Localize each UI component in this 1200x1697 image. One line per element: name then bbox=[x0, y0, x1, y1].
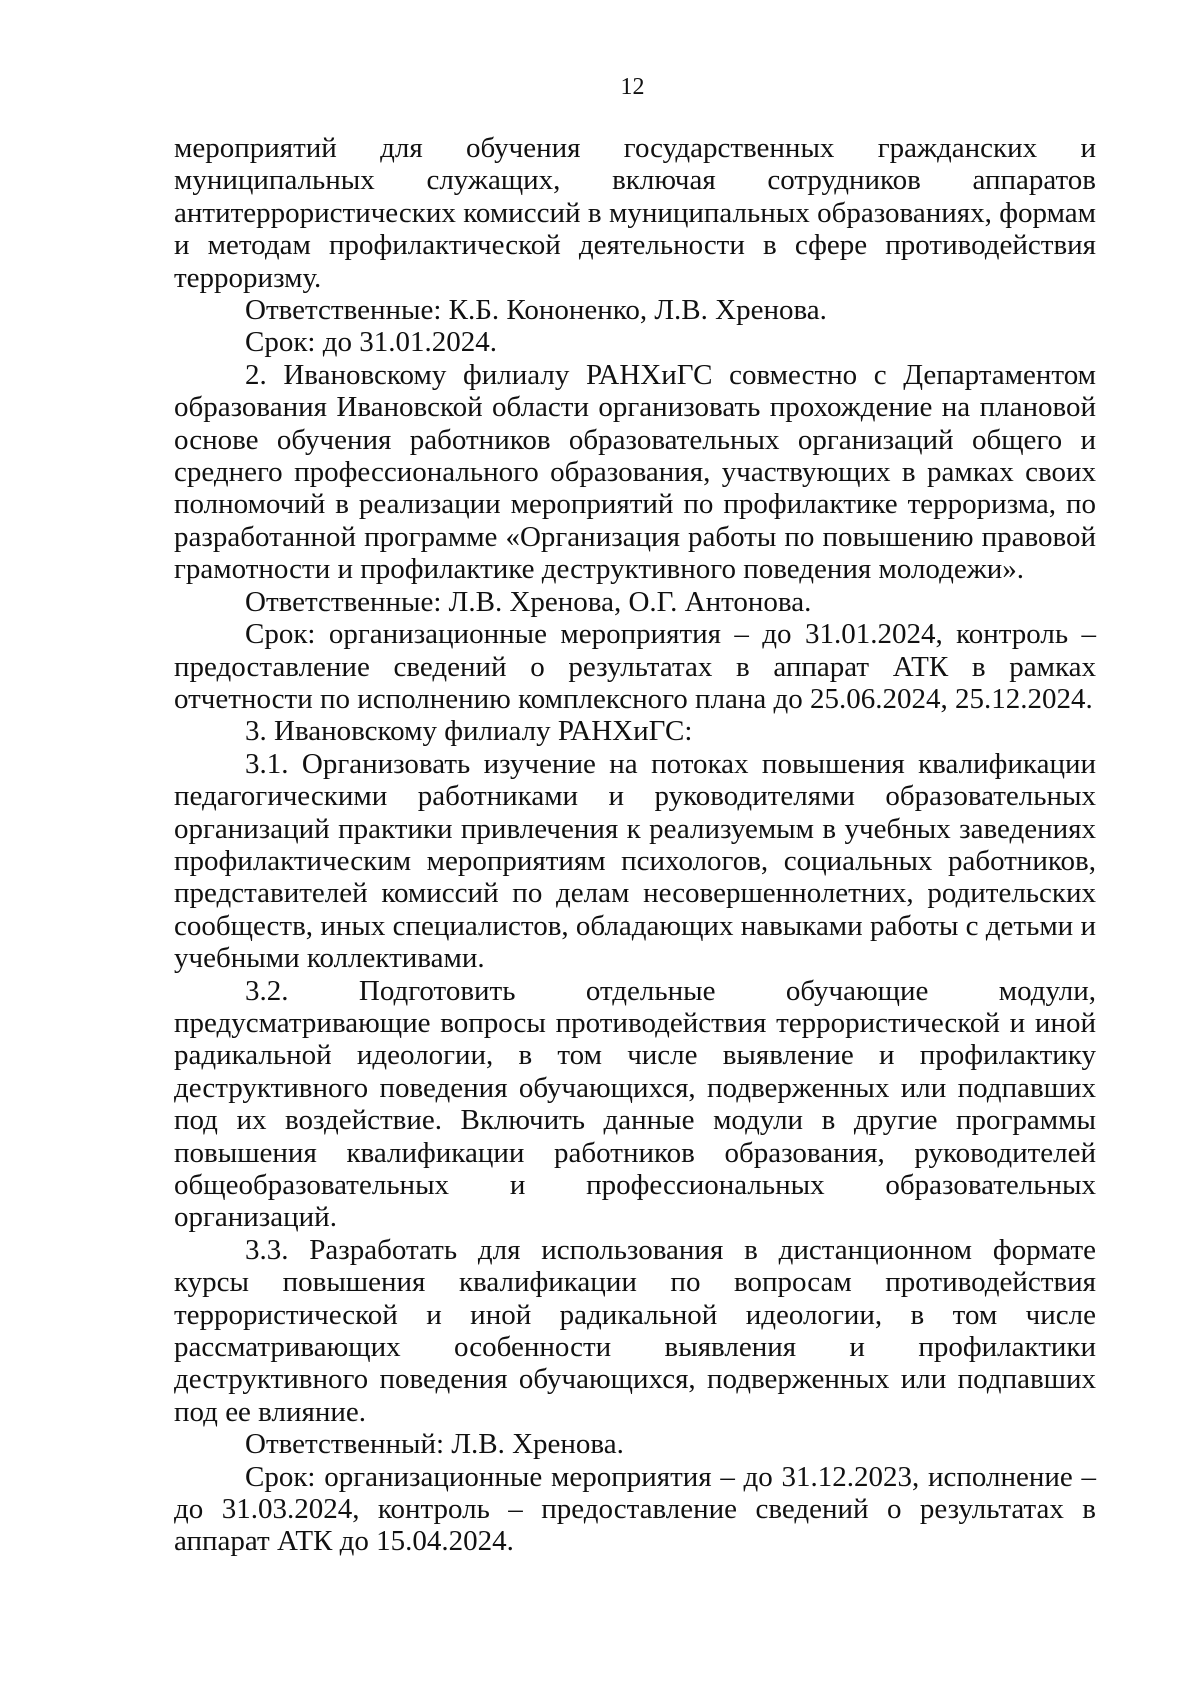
paragraph-responsible-1: Ответственные: К.Б. Кононенко, Л.В. Хренова. bbox=[245, 294, 827, 327]
paragraph-responsible-3: Ответственный: Л.В. Хренова. bbox=[245, 1428, 624, 1461]
document-body bbox=[174, 132, 1096, 1558]
paragraph-responsible-2: Ответственные: Л.В. Хренова, О.Г. Антонова. bbox=[245, 585, 812, 618]
paragraph-item-3-3: 3.3. Разработать для использования в дистанционном формате курсы повышения квалификации по вопросам противодействия террористической и иной радикальной идеологии, в том числе рассматривающих особенности выявления и профилактики деструктивного поведения обучающихся, подверженных или подпавших под ее влияние. bbox=[174, 1233, 1096, 1428]
paragraph-deadline-1: Срок: до 31.01.2024. bbox=[245, 326, 497, 359]
paragraph-item-2: 2. Ивановскому филиалу РАНХиГС совместно с Департаментом образования Ивановской области организовать прохождение на плановой основе обучения работников образовательных организаций общего и среднего профессионального образования, участвующих в рамках своих полномочий в реализации мероприятий по профилактике терроризма, по разработанной программе «Организация работы по повышению правовой грамотности и профилактике деструктивного поведения молодежи». bbox=[174, 358, 1096, 586]
paragraph-item-3-2: 3.2. Подготовить отдельные обучающие модули, предусматривающие вопросы противодействия террористической и иной радикальной идеологии, в том числе выявление и профилактику деструктивного поведения обучающихся, подверженных или подпавших под их воздействие. Включить данные модули в другие программы повышения квалификации работников образования, руководителей общеобразовательных и профессиональных образовательных организаций. bbox=[174, 974, 1096, 1234]
paragraph-item-3: 3. Ивановскому филиалу РАНХиГС: bbox=[245, 715, 693, 748]
paragraph-item-3-1: 3.1. Организовать изучение на потоках повышения квалификации педагогическими работниками и руководителями образовательных организаций практики привлечения к реализуемым в учебных заведениях профилактическим мероприятиям психологов, социальных работников, представителей комиссий по делам несовершеннолетних, родительских сообществ, иных специалистов, обладающих навыками работы с детьми и учебными коллективами. bbox=[174, 747, 1096, 975]
paragraph-deadline-3: Срок: организационные мероприятия – до 31.12.2023, исполнение – до 31.03.2024, контроль – предоставление сведений о результатах в аппарат АТК до 15.04.2024. bbox=[174, 1460, 1096, 1558]
paragraph-deadline-2: Срок: организационные мероприятия – до 31.01.2024, контроль – предоставление сведений о результатах в аппарат АТК в рамках отчетности по исполнению комплексного плана до 25.06.2024, 25.12.2024. bbox=[174, 618, 1096, 715]
paragraph-continuation: мероприятий для обучения государственных гражданских и муниципальных служащих, включая сотрудников аппаратов антитеррористических комиссий в муниципальных образованиях, формам и методам профилактической деятельности в сфере противодействия терроризму. bbox=[174, 132, 1096, 294]
page-number: 12 bbox=[620, 74, 645, 100]
